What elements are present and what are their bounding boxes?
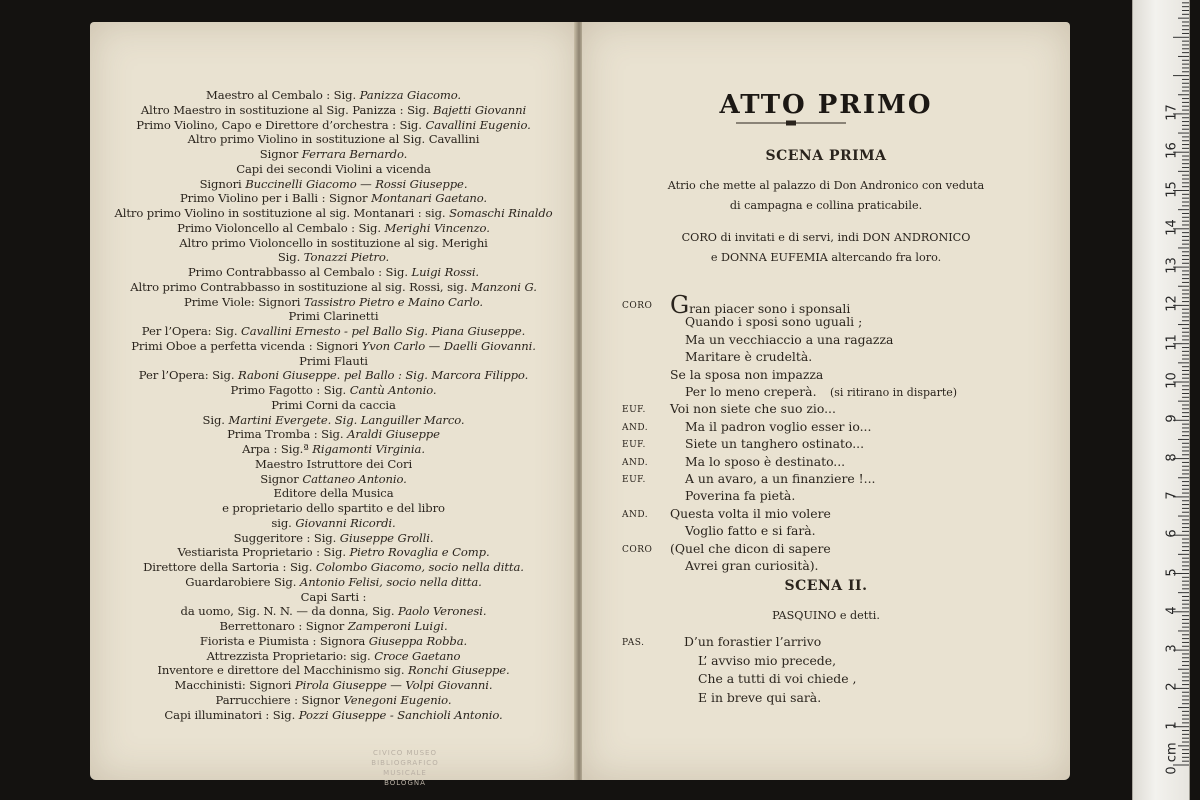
credit-role: Sig. <box>277 250 304 265</box>
speaker-label: AND. <box>622 457 649 468</box>
ruler-number: 11 <box>1164 333 1180 351</box>
credit-line <box>90 132 577 146</box>
credit-role: Arpa : Sig.ª <box>242 442 313 456</box>
credit-line <box>90 590 577 604</box>
credit-line <box>90 339 577 353</box>
credit-line <box>90 280 577 294</box>
stamp-line: CIVICO MUSEO <box>373 749 437 757</box>
library-stamp <box>350 748 460 788</box>
verse-text <box>685 523 816 538</box>
credit-line <box>90 486 577 500</box>
credit-line <box>90 604 577 618</box>
speaker-label: CORO <box>622 544 653 555</box>
credit-role: Vestiarista Proprietario : Sig. <box>177 545 350 560</box>
credit-line <box>90 442 577 456</box>
credit-name: Croce Gaetano <box>374 648 461 663</box>
credit-role: Altro Maestro in sostituzione al Sig. Panizza : Sig. <box>140 102 434 117</box>
verse-line <box>582 653 1070 672</box>
verse-line <box>582 314 1070 333</box>
credit-line <box>90 206 577 220</box>
credit-line <box>90 413 577 427</box>
left-page <box>90 22 577 787</box>
ruler-number: 9 <box>1164 414 1180 423</box>
verse-words: Questa volta il mio volere <box>670 505 831 521</box>
credit-role: Primi Oboe a perfetta vicenda : Signori <box>131 338 362 353</box>
verse-text: E in breve qui sarà. <box>698 689 822 705</box>
credit-line <box>90 693 577 707</box>
credit-line <box>90 236 577 250</box>
credit-role: Prime Viole: Signori <box>184 294 304 309</box>
verse-text <box>670 541 831 556</box>
credit-role: Signori <box>199 176 246 191</box>
ruler-number: 4 <box>1164 606 1180 615</box>
credit-line <box>90 88 577 102</box>
verse-line <box>582 558 1070 577</box>
credit-name: Luigi Rossi. <box>411 265 480 279</box>
verse-line <box>582 541 1070 560</box>
credit-role: Capi Sarti : <box>300 589 367 604</box>
credit-role: Suggeritore : Sig. <box>233 530 340 545</box>
ruler-number: 1 <box>1164 721 1180 730</box>
speaker-label: AND. <box>622 509 649 520</box>
stamp-line: BIBLIOGRAFICO MUSICALE <box>371 759 439 777</box>
credit-name: Zamperoni Luigi. <box>347 619 448 633</box>
verse-text <box>670 291 851 319</box>
credit-role: e proprietario dello spartito e del libro <box>222 501 445 515</box>
credit-role: Altro primo Violino in sostituzione al Sig. Cavallini <box>187 132 480 147</box>
credit-name: Ferrara Bernardo. <box>301 147 408 161</box>
credit-name: Giuseppa Robba. <box>368 633 468 648</box>
credit-role: Per l’Opera: Sig. <box>138 368 239 383</box>
verse-text <box>685 471 875 486</box>
verse-text: Che a tutti di voi chiede , <box>698 671 857 686</box>
verse-words: Ma il padron voglio esser io... <box>685 418 872 434</box>
credit-name: Martini Evergete. Sig. Languiller Marco. <box>228 412 465 427</box>
ornament-rule <box>736 120 846 126</box>
credit-name: Buccinelli Giacomo — Rossi Giuseppe. <box>245 176 468 191</box>
credit-line <box>90 324 577 338</box>
verse-words: Ma lo sposo è destinato... <box>685 453 846 469</box>
verse-line <box>582 634 1070 653</box>
verse-words: Voi non siete che suo zio... <box>670 401 836 417</box>
credit-role: Primo Violino per i Balli : Signor <box>179 191 372 206</box>
credit-role: Signor <box>259 147 302 161</box>
verse-words: Se la sposa non impazza <box>670 366 824 382</box>
credit-line <box>90 501 577 515</box>
credit-line <box>90 295 577 309</box>
verse-text <box>685 558 819 573</box>
credit-role: Macchinisti: Signori <box>174 678 295 692</box>
credit-line <box>90 634 577 648</box>
ruler-number: 15 <box>1164 180 1180 198</box>
credit-line <box>90 103 577 117</box>
verse-line <box>582 419 1070 438</box>
credit-name: Tassistro Pietro e Maino Carlo. <box>303 294 483 309</box>
stage-direction: Atrio che mette al palazzo di Don Andronico con veduta <box>667 179 985 192</box>
ruler-number: 13 <box>1164 257 1180 274</box>
verse-words: Siete un tanghero ostinato... <box>685 436 865 452</box>
credit-name: Bajetti Giovanni <box>433 102 527 117</box>
credit-name: Cavallini Eugenio. <box>425 117 531 132</box>
credit-role: Altro primo Contrabbasso in sostituzione al sig. Rossi, sig. <box>130 279 472 294</box>
credit-name: Panizza Giacomo. <box>359 88 462 102</box>
credit-role: Prima Tromba : Sig. <box>227 427 348 442</box>
credit-name: Araldi Giuseppe <box>347 427 440 442</box>
stage-aside: (si ritirano in disparte) <box>830 386 958 399</box>
ruler-number: 10 <box>1164 372 1180 389</box>
verse-line <box>582 523 1070 542</box>
verse-line <box>582 454 1070 473</box>
verse-line <box>582 506 1070 525</box>
credit-role: Signor <box>260 471 303 486</box>
ruler-number: 2 <box>1164 682 1180 692</box>
verse-text <box>685 488 795 503</box>
credit-line <box>90 545 577 559</box>
verse-words: ran piacer sono i sponsali <box>689 301 851 316</box>
verse-line <box>582 690 1070 709</box>
credit-role: Berrettonaro : Signor <box>219 619 348 633</box>
verse-text <box>685 384 817 399</box>
verse-words: Ma un vecchiaccio a una ragazza <box>685 331 894 347</box>
verse-line <box>582 471 1070 490</box>
credit-line <box>90 531 577 545</box>
speaker-label: CORO <box>622 301 653 311</box>
credit-role: Per l’Opera: Sig. <box>141 324 242 338</box>
verse-words: Quando i sposi sono uguali ; <box>685 314 863 330</box>
credit-line <box>90 457 577 471</box>
credit-line <box>90 663 577 677</box>
credit-name: Yvon Carlo — Daelli Giovanni. <box>361 338 536 353</box>
verse-text <box>685 436 864 451</box>
credit-name: Giuseppe Grolli. <box>339 530 434 545</box>
credit-name: Venegoni Eugenio. <box>343 692 452 707</box>
speaker-label: AND. <box>622 422 649 433</box>
ruler-number: 12 <box>1164 295 1180 313</box>
ruler-number: 14 <box>1164 219 1180 236</box>
ruler-number: 17 <box>1164 104 1180 121</box>
credit-role: Primo Fagotto : Sig. <box>230 383 350 397</box>
ruler-number: 5 <box>1164 567 1180 577</box>
credit-line <box>90 516 577 530</box>
credit-role: sig. <box>271 515 296 530</box>
speaker-label: PAS. <box>622 638 645 648</box>
verse-text <box>685 454 845 469</box>
stage-direction: CORO di invitati e di servi, indi DON ANDRONICO <box>681 231 971 244</box>
credit-name: Colombo Giacomo, socio nella ditta. <box>315 560 524 574</box>
credit-name: Pirola Giuseppe — Volpi Giovanni. <box>294 678 493 692</box>
credit-line <box>90 383 577 397</box>
verse-line <box>582 488 1070 507</box>
credit-name: Manzoni G. <box>471 279 537 294</box>
credit-role: Guardarobiere Sig. <box>185 574 300 589</box>
verse-words: (Quel che dicon di sapere <box>670 540 831 556</box>
credit-role: Capi illuminatori : Sig. <box>164 707 299 722</box>
credit-role: Primo Violino, Capo e Direttore d’orchestra : Sig. <box>136 117 426 132</box>
credit-role: Inventore e direttore del Macchinismo sig. <box>157 663 409 678</box>
credit-role: Primi Clarinetti <box>288 309 379 324</box>
credit-role: Direttore della Sartoria : Sig. <box>143 560 316 574</box>
verse-text <box>685 332 893 347</box>
drop-cap: G <box>670 291 690 319</box>
credit-name: Cavallini Ernesto - pel Ballo Sig. Piana Giuseppe. <box>241 324 526 338</box>
credit-role: Capi dei secondi Violini a vicenda <box>236 161 431 176</box>
credit-line <box>90 177 577 191</box>
verse-text: L’ avviso mio precede, <box>698 652 837 668</box>
credit-role: Primo Violoncello al Cembalo : Sig. <box>177 220 385 235</box>
credit-name: Tonazzi Pietro. <box>303 250 390 265</box>
ruler-number: 6 <box>1164 529 1180 538</box>
verse-text <box>685 419 871 434</box>
credit-role: Fiorista e Piumista : Signora <box>199 633 369 648</box>
credit-role: Editore della Musica <box>273 486 394 501</box>
stage-direction: e DONNA EUFEMIA altercando fra loro. <box>710 251 942 264</box>
credit-line <box>90 619 577 633</box>
credit-name: Raboni Giuseppe. pel Ballo : Sig. Marcora Filippo. <box>238 368 529 383</box>
verse-line <box>582 332 1070 351</box>
ruler-number: 16 <box>1164 142 1180 159</box>
credit-line <box>90 368 577 382</box>
verse-line <box>582 671 1070 690</box>
scene-heading: SCENA PRIMA <box>765 148 887 164</box>
credit-line <box>90 472 577 486</box>
verse-line <box>582 384 1070 403</box>
credit-name: Montanari Gaetano. <box>371 191 488 206</box>
ruler-number: 7 <box>1164 491 1180 500</box>
speaker-label: EUF. <box>622 405 646 416</box>
credit-line <box>90 398 577 412</box>
credit-role: Altro primo Violoncello in sostituzione al sig. Merighi <box>179 235 488 250</box>
credit-line <box>90 221 577 235</box>
credit-line <box>90 191 577 205</box>
verse-words: A un avaro, a un finanziere !... <box>685 471 876 486</box>
credit-name: Cantù Antonio. <box>349 383 437 397</box>
credit-line <box>90 575 577 589</box>
act-title: ATTO PRIMO <box>719 90 933 120</box>
stamp-line: BOLOGNA <box>384 779 426 787</box>
credit-role: Altro primo Violino in sostituzione al sig. Montanari : sig. <box>114 206 450 220</box>
verse-words: Maritare è crudeltà. <box>685 349 813 365</box>
verse-text <box>670 367 823 382</box>
verse-text: D’un forastier l’arrivo <box>684 634 822 649</box>
credit-line <box>90 147 577 161</box>
verse-line <box>582 436 1070 455</box>
ruler-number: 0 cm <box>1164 742 1180 775</box>
speaker-label: EUF. <box>622 440 646 451</box>
verse-text <box>685 349 812 364</box>
credit-line <box>90 678 577 692</box>
credit-line <box>90 427 577 441</box>
verse-text <box>670 401 836 416</box>
credit-role: Primi Flauti <box>299 353 368 368</box>
credit-line <box>90 265 577 279</box>
credit-name: Cattaneo Antonio. <box>302 471 407 486</box>
credit-name: Ronchi Giuseppe. <box>408 663 510 678</box>
verse-text <box>685 314 862 329</box>
verse-line <box>582 349 1070 368</box>
credit-role: Attrezzista Proprietario: sig. <box>206 648 375 663</box>
credit-line <box>90 162 577 176</box>
verse-text <box>670 506 831 521</box>
stage-direction: PASQUINO e detti. <box>772 609 880 622</box>
credit-line <box>90 649 577 663</box>
credit-role: da uomo, Sig. N. N. — da donna, Sig. <box>180 604 399 619</box>
credit-name: Giovanni Ricordi. <box>295 515 396 530</box>
verse-line <box>582 291 1070 319</box>
credit-line <box>90 354 577 368</box>
verse-words: Poverina fa pietà. <box>685 488 796 504</box>
credit-line <box>90 708 577 722</box>
credit-role: Primi Corni da caccia <box>271 397 396 412</box>
verse-words: Avrei gran curiosità). <box>685 558 819 573</box>
credit-line <box>90 250 577 264</box>
credit-name: Somaschi Rinaldo <box>449 206 553 220</box>
credit-role: Sig. <box>202 412 229 427</box>
credit-role: Primo Contrabbasso al Cembalo : Sig. <box>187 265 412 279</box>
verse-words: Voglio fatto e si farà. <box>685 523 816 539</box>
ruler-number: 3 <box>1164 644 1180 653</box>
speaker-label: EUF. <box>622 475 646 485</box>
credit-name: Paolo Veronesi. <box>398 604 487 619</box>
credit-name: Rigamonti Virginia. <box>312 442 425 456</box>
scene-heading: SCENA II. <box>784 578 868 594</box>
measuring-ruler <box>1132 0 1190 800</box>
credit-name: Merighi Vincenzo. <box>384 220 490 235</box>
credit-name: Pozzi Giuseppe - Sanchioli Antonio. <box>298 707 503 722</box>
credit-line <box>90 309 577 323</box>
verse-words: Per lo meno creperà. <box>685 384 817 399</box>
credit-line <box>90 118 577 132</box>
verse-line <box>582 401 1070 420</box>
credit-role: Maestro al Cembalo : Sig. <box>205 88 360 102</box>
credit-role: Maestro Istruttore dei Cori <box>254 456 413 471</box>
credit-role: Parrucchiere : Signor <box>215 692 344 707</box>
stage-direction: di campagna e collina praticabile. <box>729 199 923 212</box>
credit-name: Antonio Felisi, socio nella ditta. <box>299 574 482 589</box>
credit-line <box>90 560 577 574</box>
verse-line <box>582 367 1070 386</box>
ruler-number: 8 <box>1164 452 1180 462</box>
credit-name: Pietro Rovaglia e Comp. <box>349 545 490 560</box>
